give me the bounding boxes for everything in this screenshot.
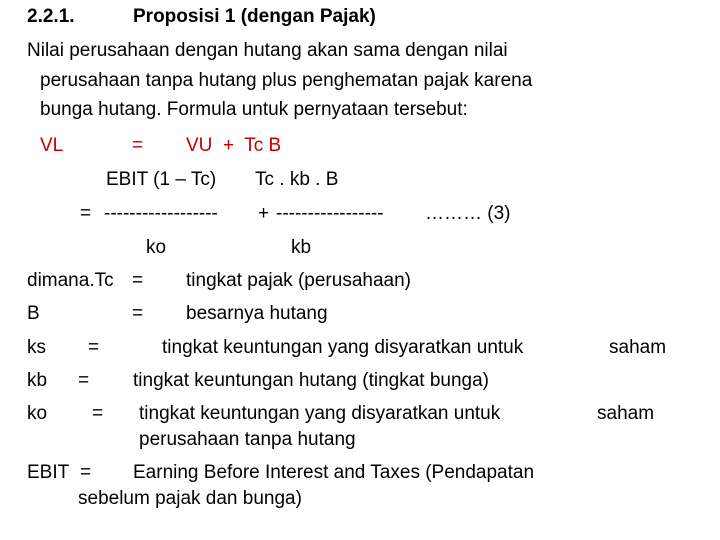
section-title: Proposisi 1 (dengan Pajak) — [133, 6, 376, 27]
def-term-ks: ks — [27, 337, 46, 358]
def-tail-ks: saham — [609, 337, 667, 358]
def-desc-ebit: Earning Before Interest and Taxes (Pendapatan — [133, 462, 535, 483]
def-desc-tc: tingkat pajak (perusahaan) — [186, 270, 411, 291]
def-eq-ko: = — [92, 403, 104, 424]
def-desc-ko: tingkat keuntungan yang disyaratkan untuk — [139, 403, 501, 424]
section-number: 2.2.1. — [27, 6, 75, 27]
equation-number: ……… (3) — [425, 203, 511, 224]
def-desc-ks: tingkat keuntungan yang disyaratkan untuk — [162, 337, 524, 358]
formula-denominator-left: ko — [146, 237, 167, 258]
def-term-ebit: EBIT — [27, 462, 70, 483]
def-desc-b: besarnya hutang — [186, 303, 328, 324]
formula-plus: + — [258, 203, 270, 224]
def-cont-ebit: sebelum pajak dan bunga) — [78, 488, 302, 509]
def-eq-tc: = — [132, 270, 144, 291]
paragraph-line-1: Nilai perusahaan dengan hutang akan sama dengan nilai — [27, 40, 508, 61]
formula-rhs: VU + Tc B — [186, 135, 282, 156]
paragraph-line-2: perusahaan tanpa hutang plus penghematan pajak karena — [40, 70, 533, 91]
formula-denominator-right: kb — [291, 237, 312, 258]
formula-bar-left: ------------------ — [104, 203, 218, 224]
def-term-kb: kb — [27, 370, 48, 391]
def-tail-ko: saham — [597, 403, 655, 424]
def-desc-kb: tingkat keuntungan hutang (tingkat bunga) — [133, 370, 489, 391]
formula-numerator-right: Tc . kb . B — [255, 169, 339, 190]
formula-vl: VL — [40, 135, 64, 156]
def-term-ko: ko — [27, 403, 48, 424]
def-eq-ks: = — [88, 337, 100, 358]
def-term-tc: dimana.Tc — [27, 270, 114, 291]
formula-equals-2: = — [80, 203, 92, 224]
def-eq-kb: = — [78, 370, 90, 391]
formula-bar-right: ----------------- — [276, 203, 384, 224]
def-eq-ebit: = — [80, 462, 92, 483]
def-eq-b: = — [132, 303, 144, 324]
paragraph-line-3: bunga hutang. Formula untuk pernyataan tersebut: — [40, 99, 468, 120]
def-cont-ko: perusahaan tanpa hutang — [139, 429, 356, 450]
formula-equals: = — [132, 135, 144, 156]
def-term-b: B — [27, 303, 40, 324]
formula-numerator-left: EBIT (1 – Tc) — [106, 169, 217, 190]
